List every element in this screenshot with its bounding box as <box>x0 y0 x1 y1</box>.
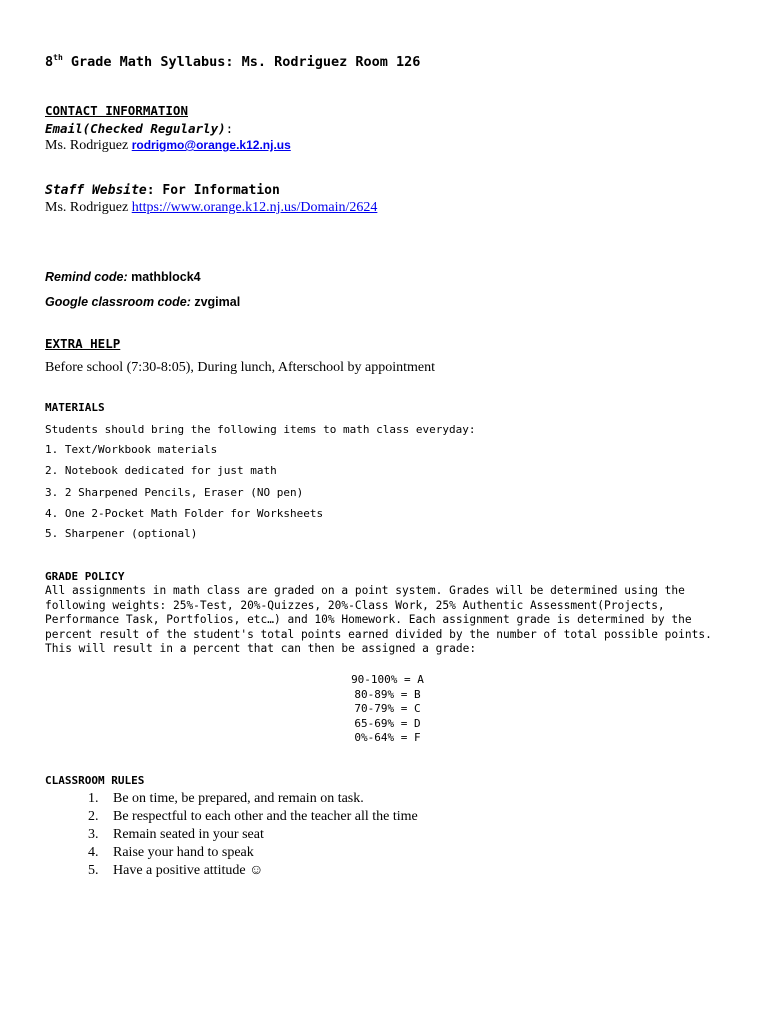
rule-text: Be on time, be prepared, and remain on task. <box>113 791 364 806</box>
rule-text: Be respectful to each other and the teacher all the time <box>113 809 418 824</box>
rule-text: Have a positive attitude ☺ <box>113 863 264 878</box>
remind-code-label: Remind code: <box>45 270 128 284</box>
rule-text: Raise your hand to speak <box>113 845 254 860</box>
rule-item <box>88 826 418 844</box>
materials-item: 1. Text/Workbook materials <box>45 443 218 456</box>
rules-heading: CLASSROOM RULES <box>45 774 145 787</box>
materials-item: 5. Sharpener (optional) <box>45 527 198 540</box>
grade-policy-heading: GRADE POLICY <box>45 570 125 583</box>
website-label-rest: : For Information <box>146 183 280 198</box>
remind-code-value: mathblock4 <box>127 270 201 284</box>
grade-scale-row: 0%-64% = F <box>354 731 421 745</box>
page-title <box>45 53 420 70</box>
website-label: Staff Website <box>45 183 147 198</box>
remind-code-line <box>45 270 201 284</box>
rule-number: 5. <box>88 863 99 878</box>
email-label: Email(Checked Regularly) <box>45 121 226 136</box>
grade-scale-row: 70-79% = C <box>354 702 421 716</box>
grade-scale-row: 90-100% = A <box>351 673 424 686</box>
google-code-value: zvgimal <box>190 295 241 309</box>
rule-text: Remain seated in your seat <box>113 827 264 842</box>
rule-number: 3. <box>88 827 99 842</box>
grade-scale-row: 65-69% = D <box>354 716 421 730</box>
rule-number: 1. <box>88 791 99 806</box>
extra-help-text: Before school (7:30-8:05), During lunch, Afterschool by appointment <box>45 360 435 375</box>
title-grade-superscript: th <box>53 53 63 62</box>
rule-item <box>88 844 418 862</box>
grade-scale <box>0 673 770 746</box>
title-grade-number: 8 <box>45 54 54 70</box>
contact-heading: CONTACT INFORMATION <box>45 103 188 118</box>
rule-number: 2. <box>88 809 99 824</box>
rule-number: 4. <box>88 845 99 860</box>
email-line <box>45 138 291 154</box>
materials-item: 3. 2 Sharpened Pencils, Eraser (NO pen) <box>45 486 304 499</box>
extra-help-heading: EXTRA HELP <box>45 336 121 351</box>
rule-item <box>88 862 418 880</box>
website-link[interactable]: https://www.orange.k12.nj.us/Domain/2624 <box>131 200 378 215</box>
materials-item: 2. Notebook dedicated for just math <box>45 464 277 477</box>
rules-list <box>88 790 418 880</box>
grade-scale-row: 80-89% = B <box>354 687 421 701</box>
google-code-label: Google classroom code: <box>45 295 191 309</box>
materials-heading: MATERIALS <box>45 401 105 414</box>
website-line <box>45 200 377 216</box>
grade-policy-paragraph: All assignments in math class are graded on a point system. Grades will be determined using the following weights: 25%-Test, 20%-Quizzes, 20%-Class Work, 25% Authentic Assessment(Projects, Performance Task, Portfolios, etc…) and 10% Homework. Each assignment grade is determined by the percent result of the student's total points earned divided by the number of total possible points. This will result in a percent that can then be assigned a grade: <box>45 584 712 656</box>
rule-item <box>88 790 418 808</box>
email-teacher-name: Ms. Rodriguez <box>45 138 132 153</box>
google-code-line <box>45 295 240 309</box>
email-colon: : <box>225 121 234 136</box>
website-label-line <box>45 183 280 198</box>
materials-intro: Students should bring the following items to math class everyday: <box>45 423 476 436</box>
title-text: Grade Math Syllabus: Ms. Rodriguez Room 126 <box>62 54 421 70</box>
materials-item: 4. One 2-Pocket Math Folder for Worksheets <box>45 507 324 520</box>
website-teacher-name: Ms. Rodriguez <box>45 200 132 215</box>
email-link[interactable]: rodrigmo@orange.k12.nj.us <box>131 138 291 152</box>
rule-item <box>88 808 418 826</box>
email-label-line <box>45 121 233 136</box>
